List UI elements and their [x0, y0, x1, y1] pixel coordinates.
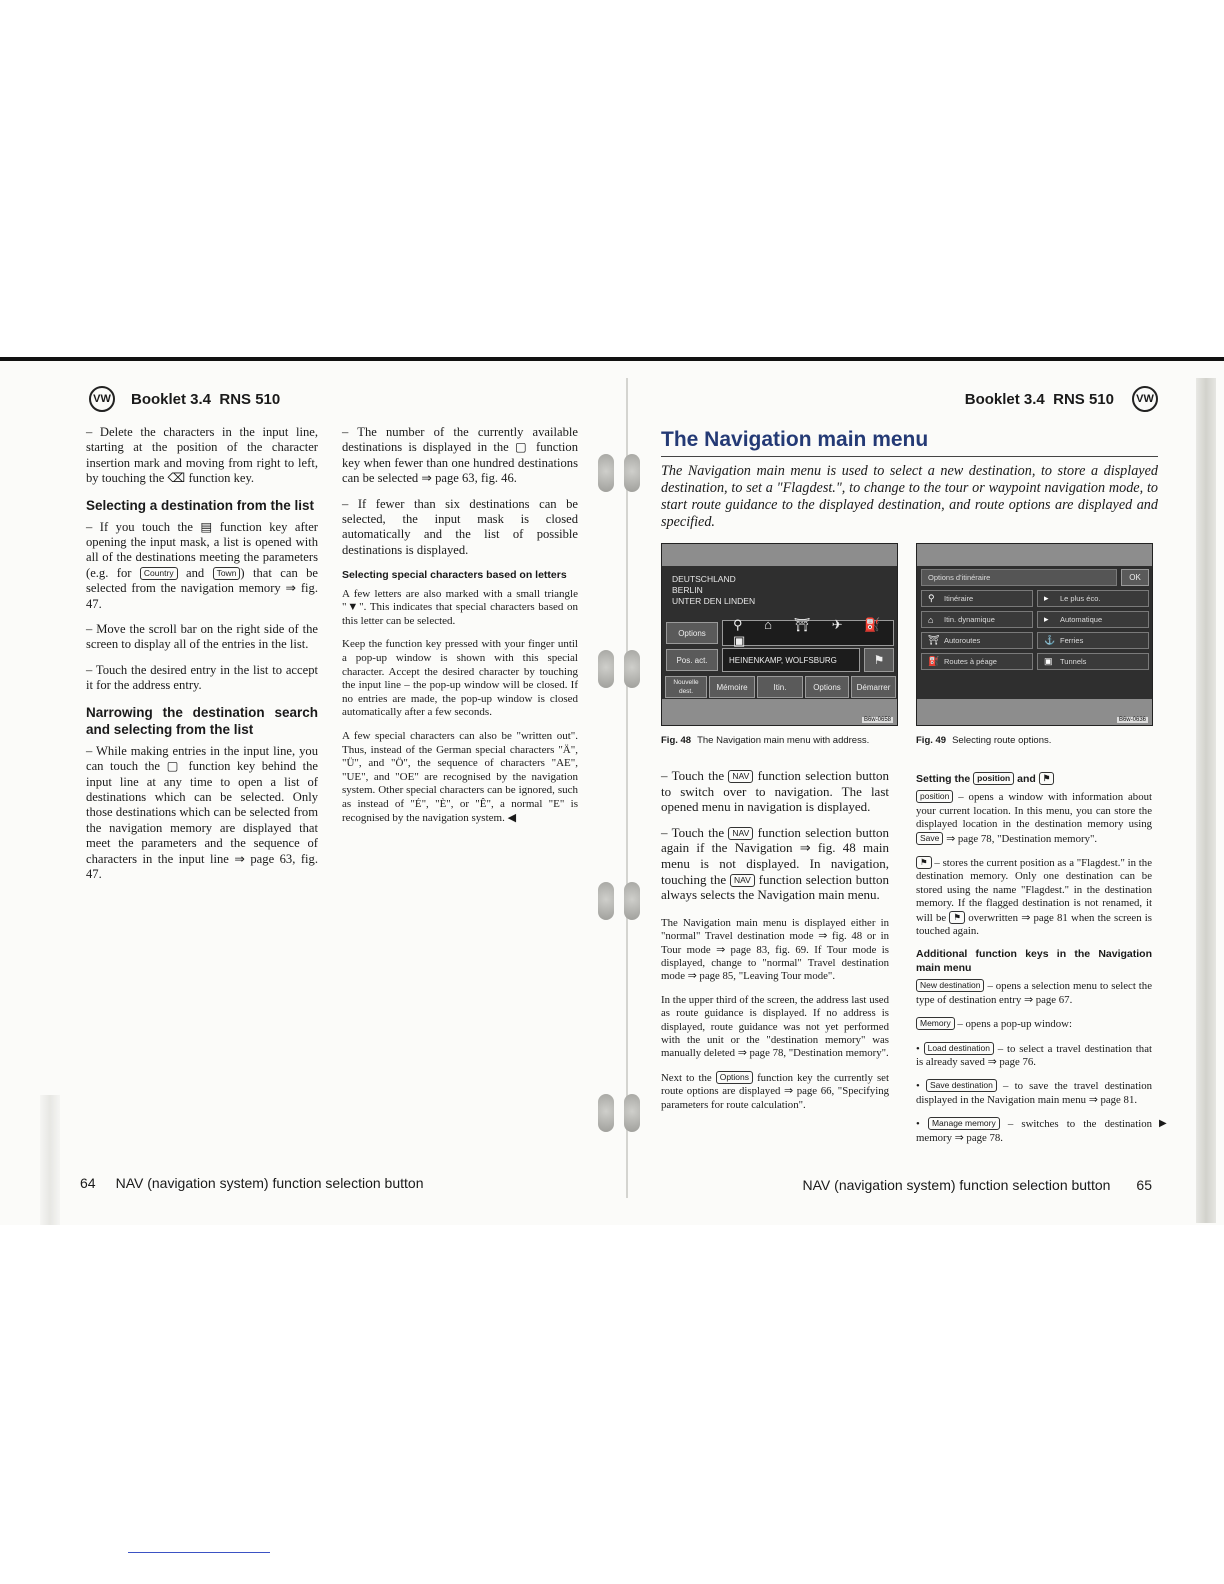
paragraph: Next to the Options function key the currently set route options are displayed ⇒ page 66, "Specifying parameters for route calculation".: [661, 1071, 889, 1111]
option-ferries[interactable]: ⚓ Ferries: [1037, 632, 1149, 649]
paragraph: Keep the function key pressed with your finger until a pop-up window is shown with this special character. Accept the desired character by touching the input line – the pop-up window will be closed. If no entries are made, the pop-up window is closed automatically after a few seconds.: [342, 638, 578, 719]
figure-code: B6w-0636: [1118, 717, 1146, 723]
ok-button[interactable]: OK: [1121, 569, 1149, 586]
list-item: • Save destination – to save the travel destination displayed in the Navigation main menu ⇒ page 81.: [916, 1080, 1153, 1106]
option-motorways[interactable]: ⛩ Autoroutes: [921, 632, 1033, 649]
paragraph: New destination – opens a selection menu to select the type of destination entry ⇒ page 67.: [916, 980, 1152, 1006]
page-title: The Navigation main menu: [661, 428, 1158, 457]
tunnel-icon: ▣: [1044, 656, 1053, 666]
page-edge-shadow-left: [40, 1095, 60, 1225]
paragraph: In the upper third of the screen, the address last used as route guidance is displayed. If no address is displayed, route guidance was not yet performed with the unit or the "destination memory" was manually deleted ⇒ page 78, "Destination memory".: [661, 993, 889, 1060]
gutter: [626, 378, 628, 1198]
section-heading: Narrowing the destination search and selecting from the list: [86, 704, 318, 737]
column-3: [661, 768, 889, 1122]
footer-title: NAV (navigation system) function selection button: [802, 1177, 1111, 1193]
start-button[interactable]: Démarrer: [851, 676, 896, 698]
nav-key: NAV: [728, 770, 753, 783]
options-bottom-button[interactable]: Options: [805, 676, 849, 698]
paragraph: – Move the scroll bar on the right side of the screen to display all of the entries in the list.: [86, 622, 318, 652]
paragraph: position – opens a window with information about your current location. In this menu, you can store the displayed location in the destination memory using Save ⇒ page 78, "Destination memory".: [916, 791, 1153, 845]
play-icon: ▸: [1044, 614, 1049, 624]
figure-code: B6w-0658: [863, 717, 891, 723]
new-destination-key: New destination: [916, 979, 984, 992]
section-heading: Additional function keys in the Navigation main menu: [916, 948, 1152, 974]
figure-caption: Fig. 49 Selecting route options.: [916, 735, 1052, 746]
paragraph: – If fewer than six destinations can be selected, the input mask is closed automatically and the list of possible destinations is displayed.: [342, 496, 578, 557]
paragraph: – Touch the desired entry in the list to accept it for the address entry.: [86, 662, 318, 693]
option-toll-roads[interactable]: ⛽ Routes à péage: [921, 653, 1033, 670]
address-display: DEUTSCHLAND BERLIN UNTER DEN LINDEN: [672, 574, 756, 606]
flag-key: ⚑: [1039, 772, 1055, 785]
options-key: Options: [716, 1071, 753, 1084]
footer-title: NAV (navigation system) function selection button: [115, 1175, 424, 1191]
vw-logo-icon: VW: [89, 386, 115, 412]
header-left: [89, 386, 280, 412]
town-key: Town: [213, 567, 241, 580]
flag-destination-button[interactable]: ⚑: [864, 648, 894, 672]
page-number: 65: [1136, 1177, 1152, 1193]
memory-button[interactable]: Mémoire: [709, 676, 755, 698]
header-right: [965, 386, 1158, 412]
dynamic-icon: ⌂: [928, 614, 934, 625]
nav-key: NAV: [730, 874, 755, 887]
flag-key: ⚑: [916, 856, 932, 869]
manage-memory-key: Manage memory: [928, 1117, 1000, 1130]
motorway-icon: ⛩: [928, 635, 940, 645]
vw-logo-icon: VW: [1132, 386, 1158, 412]
binder-hole: [598, 644, 642, 688]
paragraph: – If you touch the ▤ function key after opening the input mask, a list is opened with all of the destinations meeting the parameters (e.g. for Country and Town ) that can be selected from the navigation memory ⇒ fig. 47.: [86, 519, 319, 611]
country-key: Country: [140, 567, 178, 580]
column-1: [86, 425, 318, 892]
booklet-label: Booklet 3.4 RNS 510: [964, 390, 1114, 408]
position-field: HEINENKAMP, WOLFSBURG: [722, 648, 860, 672]
save-destination-key: Save destination: [926, 1079, 997, 1092]
section-heading: Selecting a destination from the list: [86, 497, 315, 513]
list-item: • Load destination – to select a travel destination that is already saved ⇒ page 76.: [916, 1042, 1152, 1068]
option-itinerary[interactable]: ⚲ Itinéraire: [921, 590, 1033, 607]
route-icon: ⚲: [928, 593, 935, 603]
figure-caption: Fig. 48 The Navigation main menu with address.: [661, 735, 870, 746]
itinerary-button[interactable]: Itin.: [757, 676, 803, 698]
current-position-button[interactable]: Pos. act.: [666, 649, 718, 671]
load-destination-key: Load destination: [924, 1042, 994, 1055]
continue-arrow-icon: ▶: [1159, 1118, 1167, 1129]
nav-main-menu-screen: [661, 543, 898, 726]
paragraph: The Navigation main menu is displayed either in "normal" Travel destination mode ⇒ fig. 48 or in Tour mode ⇒ page 83, fig. 69. If Tour mode is displayed, change to "normal" Travel destination mode ⇒ page 85, "Leaving Tour mode".: [661, 916, 889, 983]
nav-key: NAV: [728, 827, 753, 840]
page-edge-shadow: [1196, 378, 1216, 1223]
options-button[interactable]: Options: [666, 622, 718, 644]
paragraph: – Delete the characters in the input line, starting at the position of the character insertion mark and moving from right to left, by touching the ⌫ function key.: [86, 425, 318, 486]
option-dynamic[interactable]: ⌂ Itin. dynamique: [921, 611, 1033, 628]
memory-key: Memory: [916, 1017, 955, 1030]
paragraph: – Touch the NAV function selection button again if the Navigation ⇒ fig. 48 main menu is not displayed. In navigation, touching the NAV function selection button always selects the Navigation main menu.: [661, 824, 890, 903]
paragraph: – Touch the NAV function selection button to switch over to navigation. The last opened menu in navigation is displayed.: [661, 768, 890, 815]
option-economic[interactable]: ▸ Le plus éco.: [1037, 590, 1149, 607]
option-automatic[interactable]: ▸ Automatique: [1037, 611, 1149, 628]
binder-hole: [598, 876, 642, 920]
booklet-label: Booklet 3.4 RNS 510: [131, 390, 281, 408]
route-options-icons: ⚲ ⌂ ⛩ ✈ ⛽ ▣: [722, 620, 894, 646]
top-rule: [0, 357, 1224, 361]
page-number: 64: [80, 1175, 96, 1191]
footer-right: [803, 1177, 1152, 1193]
paragraph: – The number of the currently available destinations is displayed in the ▢ function key when fewer than one hundred destinations can be selected ⇒ page 63, fig. 46.: [342, 425, 578, 486]
column-4: [916, 768, 1152, 1155]
flag-key: ⚑: [949, 911, 965, 924]
ferry-icon: ⚓: [1044, 635, 1056, 645]
save-key: Save: [916, 832, 943, 845]
link-underline: [128, 1552, 270, 1553]
section-heading: Setting the position and ⚑: [916, 772, 1152, 786]
intro-paragraph: The Navigation main menu is used to select a new destination, to store a displayed destination, to set a "Flagdest.", to change to the tour or waypoint navigation mode, to start route guidance to the displayed destination, and route options are displayed and specified.: [661, 463, 1158, 530]
footer-left: [80, 1175, 423, 1191]
route-options-screen: [916, 543, 1153, 726]
play-icon: ▸: [1044, 593, 1049, 603]
section-heading: Selecting special characters based on letters: [342, 569, 567, 582]
binder-hole: [598, 448, 642, 492]
position-key: position: [973, 772, 1014, 785]
position-key: position: [916, 790, 953, 803]
toll-icon: ⛽: [928, 656, 940, 666]
new-destination-button[interactable]: Nouvelle dest.: [665, 676, 707, 698]
list-item: • Manage memory – switches to the destination memory ⇒ page 78.: [916, 1118, 1153, 1144]
paragraph: A few letters are also marked with a small triangle "▼". This indicates that special characters based on this letter can be selected.: [342, 587, 578, 627]
option-tunnels[interactable]: ▣ Tunnels: [1037, 653, 1149, 670]
column-2: [342, 425, 578, 835]
paragraph: ⚑ – stores the current position as a "Flagdest." in the destination memory. Only one destination can be stored using the name "Flagdest." in the destination memory. If the flagged destination is not renamed, it will be ⚑ overwritten ⇒ page 81 when the screen is touched again.: [916, 857, 1152, 938]
paragraph: Memory – opens a pop-up window:: [916, 1017, 1152, 1031]
paragraph: – While making entries in the input line, you can touch the ▢ function key behind the input line at any time to open a list of destinations which can be selected. Only those destinations which can be selected from the navigation memory are displayed that meet the parameters and the sequence of characters in the input line ⇒ page 63, fig. 47.: [86, 743, 318, 881]
paragraph: A few special characters can also be "written out". Thus, instead of the German special characters "Ä", "Ü", and "Ö", the sequence of characters "AE", "UE", and "OE" are recognised by the navigation system. Other special characters can be ignored, such as instead of "É", "È", or "Ê", a normal "E" is recognised by the navigation system. ◀: [342, 730, 578, 824]
binder-hole: [598, 1088, 642, 1132]
route-options-header: Options d'itinéraire: [921, 569, 1117, 586]
